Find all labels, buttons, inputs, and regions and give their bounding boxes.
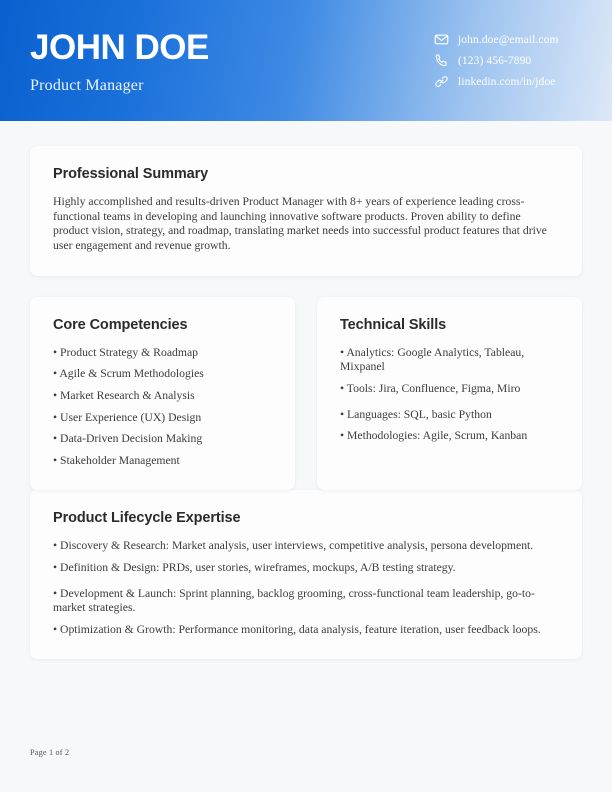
- section-heading-lifecycle: Product Lifecycle Expertise: [53, 510, 241, 527]
- lifecycle-list: [53, 539, 559, 637]
- summary-paragraph: Highly accomplished and results-driven Product Manager with 8+ years of experience leading cross-functional teams in developing and launching innovative software products. Proven ability to define product vision, strategy, and roadmap, translating market needs into successful product features that drive user engagement and revenue growth.: [53, 195, 547, 253]
- list-item: • Agile & Scrum Methodologies: [53, 367, 204, 381]
- contact-item-phone[interactable]: [434, 53, 582, 68]
- contact-list: [434, 26, 582, 89]
- section-heading-core-competencies: Core Competencies: [53, 316, 188, 333]
- candidate-name: JOHN DOE: [30, 28, 209, 67]
- technical-skills-list: [340, 346, 559, 444]
- technical-skills-card: [317, 297, 582, 490]
- list-item: • Tools: Jira, Confluence, Figma, Miro: [340, 381, 521, 395]
- list-item: • Data-Driven Decision Making: [53, 432, 203, 446]
- resume-header-banner: [0, 0, 612, 121]
- professional-summary-card: [30, 146, 582, 276]
- contact-email-text: john.doe@email.com: [458, 33, 559, 46]
- list-item: • Stakeholder Management: [53, 453, 180, 467]
- section-heading-technical-skills: Technical Skills: [340, 316, 447, 333]
- page-footer: Page 1 of 2: [30, 748, 70, 757]
- section-heading-summary: Professional Summary: [53, 166, 209, 182]
- mail-icon: [434, 32, 449, 47]
- contact-item-email[interactable]: [434, 32, 582, 47]
- list-item: • Product Strategy & Roadmap: [53, 345, 198, 359]
- skills-card-row: [30, 297, 582, 490]
- list-item: • Discovery & Research: Market analysis, user interviews, competitive analysis, persona development.: [53, 539, 534, 553]
- link-icon: [434, 74, 449, 89]
- list-item: • Languages: SQL, basic Python: [340, 407, 492, 421]
- list-item: • Methodologies: Agile, Scrum, Kanban: [340, 429, 528, 443]
- resume-body: [0, 121, 612, 659]
- list-item: • Definition & Design: PRDs, user stories, wireframes, mockups, A/B testing strategy.: [53, 560, 456, 574]
- list-item: • Optimization & Growth: Performance monitoring, data analysis, feature iteration, user feedback loops.: [53, 622, 541, 636]
- list-item: • Analytics: Google Analytics, Tableau, Mixpanel: [340, 345, 525, 373]
- list-item: • User Experience (UX) Design: [53, 410, 202, 424]
- phone-icon: [434, 53, 449, 68]
- contact-item-linkedin[interactable]: [434, 74, 582, 89]
- contact-phone-text: (123) 456-7890: [458, 54, 532, 67]
- core-competencies-list: [53, 346, 272, 468]
- list-item: • Market Research & Analysis: [53, 389, 195, 402]
- contact-linkedin-text: linkedin.com/in/jdoe: [458, 75, 556, 88]
- core-competencies-card: [30, 297, 295, 490]
- candidate-job-title: Product Manager: [30, 76, 144, 94]
- product-lifecycle-card: [30, 490, 582, 659]
- identity-block: [30, 26, 209, 95]
- list-item: • Development & Launch: Sprint planning, backlog grooming, cross-functional team leadership, go-to-market strategies.: [53, 586, 535, 615]
